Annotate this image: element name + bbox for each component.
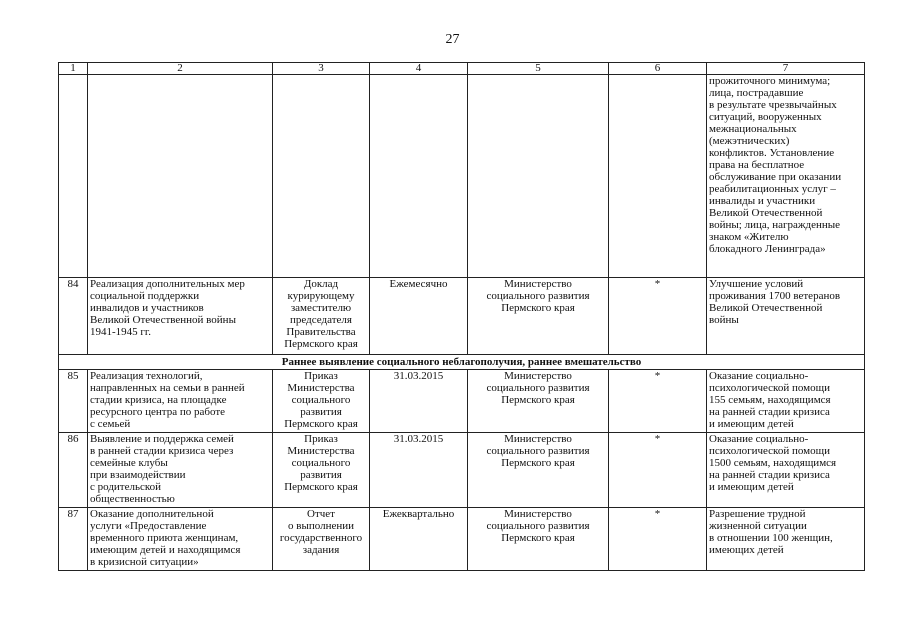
page-number: 27: [445, 32, 460, 47]
cell-responsible: [468, 75, 609, 278]
cell-responsible: Министерство социального развития Пермского края: [468, 370, 609, 433]
cell-activity: [88, 75, 273, 278]
table-row-85: [59, 370, 865, 433]
cell-funding: *: [609, 278, 707, 355]
cell-activity: Выявление и поддержка семей в ранней стадии кризиса через семейные клубы при взаимодействии с родительской общественностью: [88, 433, 273, 508]
cell-num: 87: [59, 508, 88, 571]
cell-funding: *: [609, 370, 707, 433]
cell-form: Доклад курирующему заместителю председателя Правительства Пермского края: [273, 278, 370, 355]
header-col-1: 1: [59, 63, 88, 75]
cell-funding: *: [609, 508, 707, 571]
cell-result: прожиточного минимума; лица, пострадавшие в результате чрезвычайных ситуаций, вооруженных межнациональных (межэтнических) конфликтов. Установление права на бесплатное обслуживание при оказании реабилитационных услуг – инвалиды и участники Великой Отечественной войны; лица, награжденные знаком «Жителю блокадного Ленинграда»: [707, 75, 865, 278]
cell-form: Отчет о выполнении государственного задания: [273, 508, 370, 571]
cell-result: Разрешение трудной жизненной ситуации в отношении 100 женщин, имеющих детей: [707, 508, 865, 571]
cell-activity: Реализация дополнительных мер социальной поддержки инвалидов и участников Великой Отечественной войны 1941-1945 гг.: [88, 278, 273, 355]
header-row: [59, 63, 865, 75]
section-header-row: [59, 355, 865, 370]
section-title: Раннее выявление социального неблагополучия, раннее вмешательство: [59, 355, 865, 370]
cell-activity: Реализация технологий, направленных на семьи в ранней стадии кризиса, на площадке ресурсного центра по работе с семьей: [88, 370, 273, 433]
table-row-continued: [59, 75, 865, 278]
plan-table: [58, 62, 865, 571]
cell-form: [273, 75, 370, 278]
cell-activity: Оказание дополнительной услуги «Предоставление временного приюта женщинам, имеющим детей и находящимся в кризисной ситуации»: [88, 508, 273, 571]
cell-deadline: Ежемесячно: [370, 278, 468, 355]
header-col-3: 3: [273, 63, 370, 75]
header-col-4: 4: [370, 63, 468, 75]
header-col-2: 2: [88, 63, 273, 75]
cell-funding: *: [609, 433, 707, 508]
cell-result: Оказание социально- психологической помощи 1500 семьям, находящимся на ранней стадии кризиса и имеющим детей: [707, 433, 865, 508]
cell-num: [59, 75, 88, 278]
table-row-86: [59, 433, 865, 508]
cell-deadline: 31.03.2015: [370, 370, 468, 433]
table-row-87: [59, 508, 865, 571]
cell-form: Приказ Министерства социального развития Пермского края: [273, 433, 370, 508]
cell-result: Оказание социально- психологической помощи 155 семьям, находящимся на ранней стадии кризиса и имеющим детей: [707, 370, 865, 433]
cell-num: 86: [59, 433, 88, 508]
cell-responsible: Министерство социального развития Пермского края: [468, 433, 609, 508]
cell-deadline: [370, 75, 468, 278]
cell-responsible: Министерство социального развития Пермского края: [468, 508, 609, 571]
cell-responsible: Министерство социального развития Пермского края: [468, 278, 609, 355]
table-row-84: [59, 278, 865, 355]
cell-funding: [609, 75, 707, 278]
header-col-7: 7: [707, 63, 865, 75]
cell-num: 84: [59, 278, 88, 355]
header-col-5: 5: [468, 63, 609, 75]
header-col-6: 6: [609, 63, 707, 75]
cell-deadline: 31.03.2015: [370, 433, 468, 508]
cell-num: 85: [59, 370, 88, 433]
cell-form: Приказ Министерства социального развития Пермского края: [273, 370, 370, 433]
cell-deadline: Ежеквартально: [370, 508, 468, 571]
cell-result: Улучшение условий проживания 1700 ветеранов Великой Отечественной войны: [707, 278, 865, 355]
